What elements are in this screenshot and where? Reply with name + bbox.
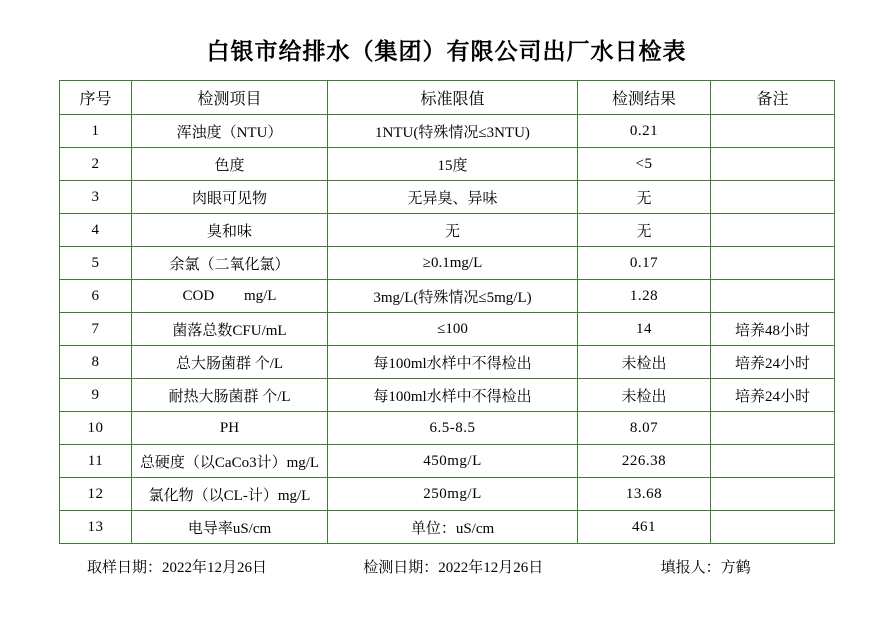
- cell-item: 浑浊度（NTU）: [132, 115, 328, 148]
- cell-result: 13.68: [578, 478, 711, 511]
- table-row: [60, 379, 835, 412]
- cell-item: 余氯（二氧化氯）: [132, 247, 328, 280]
- cell-result: 14: [578, 313, 711, 346]
- header-cell-no: 序号: [60, 81, 132, 115]
- cell-item: [132, 280, 328, 313]
- table-row: [60, 346, 835, 379]
- footer: [59, 544, 834, 577]
- table-row: [60, 511, 835, 544]
- table-row: [60, 445, 835, 478]
- cell-note: [711, 214, 835, 247]
- cell-result: 无: [578, 181, 711, 214]
- cell-item: 耐热大肠菌群 个/L: [132, 379, 328, 412]
- cell-note: [711, 280, 835, 313]
- cell-note: 培养24小时: [711, 379, 835, 412]
- cell-item: PH: [132, 412, 328, 445]
- header-cell-item: 检测项目: [132, 81, 328, 115]
- table-row: [60, 214, 835, 247]
- cell-result: 无: [578, 214, 711, 247]
- cell-item: 菌落总数CFU/mL: [132, 313, 328, 346]
- cell-note: 培养48小时: [711, 313, 835, 346]
- cell-limit: 单位：uS/cm: [328, 511, 578, 544]
- report-table-container: [59, 80, 834, 544]
- cell-limit: 无: [328, 214, 578, 247]
- table-row: [60, 478, 835, 511]
- cell-note: [711, 181, 835, 214]
- cell-no: 7: [60, 313, 132, 346]
- cell-item: 色度: [132, 148, 328, 181]
- cell-limit: 无异臭、异味: [328, 181, 578, 214]
- cell-note: [711, 478, 835, 511]
- table-row: [60, 247, 835, 280]
- cell-note: [711, 412, 835, 445]
- cell-item: 电导率uS/cm: [132, 511, 328, 544]
- cell-limit: ≥0.1mg/L: [328, 247, 578, 280]
- cell-result: 226.38: [578, 445, 711, 478]
- table-row: [60, 148, 835, 181]
- water-quality-table: [59, 80, 835, 544]
- cell-note: [711, 115, 835, 148]
- cell-result: 未检出: [578, 379, 711, 412]
- cell-note: [711, 511, 835, 544]
- cell-no: 10: [60, 412, 132, 445]
- reporter-name: 填报人：方鹤: [660, 560, 751, 576]
- cell-no: 6: [60, 280, 132, 313]
- cell-item-label: COD: [182, 287, 215, 304]
- table-row: [60, 115, 835, 148]
- cell-no: 11: [60, 445, 132, 478]
- cell-limit: 1NTU(特殊情况≤3NTU): [328, 115, 578, 148]
- cell-item: 肉眼可见物: [132, 181, 328, 214]
- cell-note: [711, 247, 835, 280]
- cell-item: 总大肠菌群 个/L: [132, 346, 328, 379]
- cell-note: [711, 148, 835, 181]
- cell-no: 2: [60, 148, 132, 181]
- header-cell-result: 检测结果: [578, 81, 711, 115]
- sampling-date: 取样日期：2022年12月26日: [87, 560, 268, 576]
- cell-result: 1.28: [578, 280, 711, 313]
- cell-result: 8.07: [578, 412, 711, 445]
- cell-result: 0.17: [578, 247, 711, 280]
- cell-result: 未检出: [578, 346, 711, 379]
- cell-note: [711, 445, 835, 478]
- cell-result: 0.21: [578, 115, 711, 148]
- table-row: [60, 280, 835, 313]
- cell-result: <5: [578, 148, 711, 181]
- cell-item: 臭和味: [132, 214, 328, 247]
- cell-item-unit: mg/L: [243, 287, 277, 304]
- cell-limit: ≤100: [328, 313, 578, 346]
- cell-limit: 15度: [328, 148, 578, 181]
- cell-no: 3: [60, 181, 132, 214]
- cell-limit: 250mg/L: [328, 478, 578, 511]
- cell-limit: 每100ml水样中不得检出: [328, 379, 578, 412]
- header-cell-limit: 标准限值: [328, 81, 578, 115]
- page-title: 白银市给排水（集团）有限公司出厂水日检表: [206, 39, 687, 64]
- header-cell-note: 备注: [711, 81, 835, 115]
- cell-item: 总硬度（以CaCo3计）mg/L: [132, 445, 328, 478]
- cell-no: 9: [60, 379, 132, 412]
- cell-limit: 每100ml水样中不得检出: [328, 346, 578, 379]
- table-row: [60, 412, 835, 445]
- table-header-row: [60, 81, 835, 115]
- cell-limit: 3mg/L(特殊情况≤5mg/L): [328, 280, 578, 313]
- test-date: 检测日期：2022年12月26日: [363, 560, 544, 576]
- cell-no: 8: [60, 346, 132, 379]
- cell-note: 培养24小时: [711, 346, 835, 379]
- cell-no: 5: [60, 247, 132, 280]
- cell-item: 氯化物（以CL-计）mg/L: [132, 478, 328, 511]
- cell-no: 12: [60, 478, 132, 511]
- cell-no: 4: [60, 214, 132, 247]
- cell-result: 461: [578, 511, 711, 544]
- cell-no: 1: [60, 115, 132, 148]
- table-row: [60, 313, 835, 346]
- cell-limit: 450mg/L: [328, 445, 578, 478]
- cell-no: 13: [60, 511, 132, 544]
- cell-limit: 6.5-8.5: [328, 412, 578, 445]
- table-row: [60, 181, 835, 214]
